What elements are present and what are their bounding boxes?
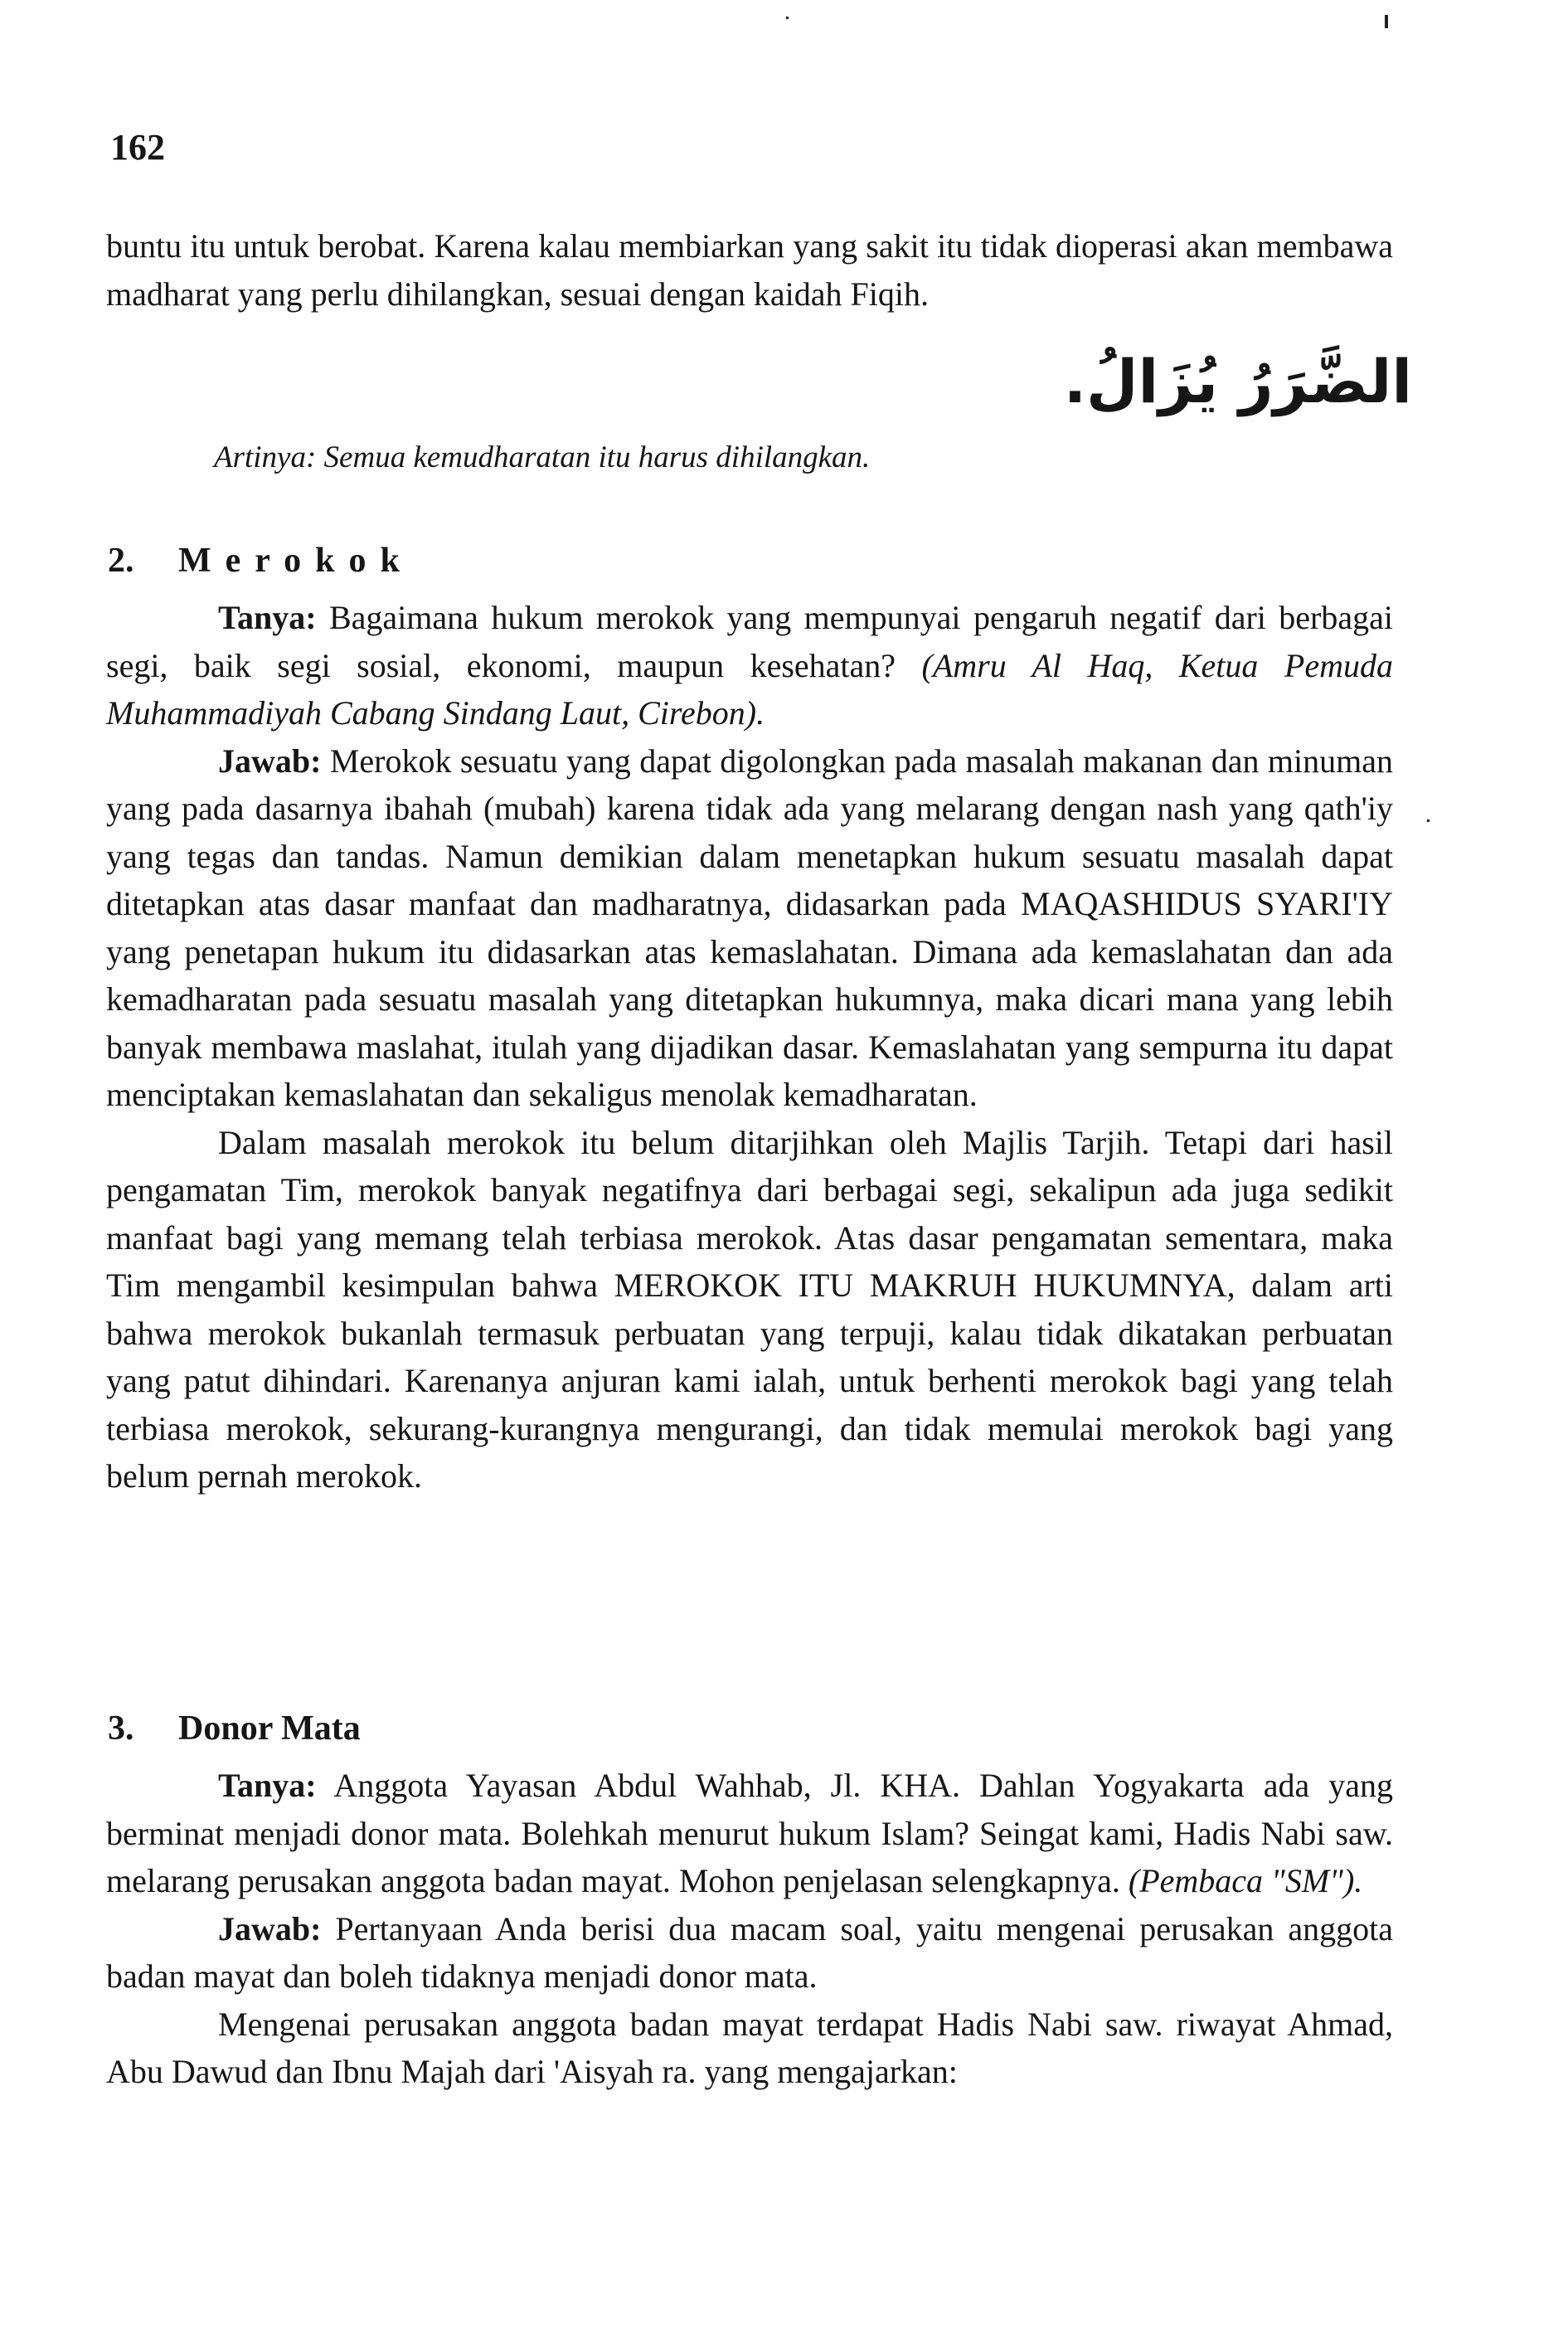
question-source: (Amru Al Haq, Ketua Pemuda Muhammadiyah Cabang Sindang Laut, Cirebon). — [106, 646, 1393, 732]
answer-text: Merokok sesuatu yang dapat digolongkan pada masalah makanan dan minuman yang pada dasarnya ibahah (mubah) karena tidak ada yang melarang dengan nash yang qath'iy yang tegas dan tandas. Namun demikian dalam menetapkan hukum sesuatu masalah dapat ditetapkan atas dasar manfaat dan madharatnya, didasarkan pada MAQASHIDUS SYARI'IY yang penetapan hukum itu didasarkan atas kemaslahatan. Dimana ada kemaslahatan dan ada kemadharatan pada sesuatu masalah yang ditetapkan hukumnya, maka dicari mana yang lebih banyak membawa maslahat, itulah yang dijadikan dasar. Kemaslahatan yang sempurna itu dapat menciptakan kemaslahatan dan sekaligus menolak kemadharatan. — [106, 741, 1393, 1113]
question-source: (Pembaca "SM"). — [1128, 1862, 1363, 1899]
section-body-donor-mata — [106, 1762, 1393, 2096]
body-paragraph: Mengenai perusakan anggota badan mayat terdapat Hadis Nabi saw. riwayat Ahmad, Abu Dawud dan Ibnu Majah dari 'Aisyah ra. yang mengajarkan: — [106, 2005, 1393, 2090]
section-number: 2. — [108, 542, 134, 580]
scan-speck — [1385, 15, 1388, 28]
answer-text: Pertanyaan Anda berisi dua macam soal, yaitu mengenai perusakan anggota badan mayat dan boleh tidaknya menjadi donor mata. — [106, 1909, 1393, 1995]
question-paragraph — [106, 594, 1393, 737]
question-label: Tanya: — [218, 599, 317, 636]
arabic-maxim: الضَّرَرُ يُزَالُ. — [1063, 347, 1412, 416]
question-text: Anggota Yayasan Abdul Wahhab, Jl. KHA. Dahlan Yogyakarta ada yang berminat menjadi donor mata. Bolehkah menurut hukum Islam? Seingat kami, Hadis Nabi saw. melarang perusakan anggota badan mayat. Mohon penjelasan selengkapnya. — [106, 1767, 1393, 1899]
question-label: Tanya: — [218, 1767, 317, 1804]
section-heading-merokok — [108, 541, 414, 581]
question-paragraph — [106, 1762, 1393, 1905]
section-title: Merokok — [178, 542, 414, 580]
scan-speck — [786, 17, 789, 19]
section-body-merokok — [106, 594, 1393, 1500]
scan-speck — [1427, 819, 1430, 822]
section-number: 3. — [108, 1709, 134, 1748]
question-text: Bagaimana hukum merokok yang mempunyai pengaruh negatif dari berbagai segi, baik segi sosial, ekonomi, maupun kesehatan? — [106, 599, 1393, 684]
section-title: Donor Mata — [178, 1709, 361, 1748]
answer-label: Jawab: — [218, 741, 322, 780]
answer-label: Jawab: — [218, 1909, 322, 1947]
body-paragraph: Dalam masalah merokok itu belum ditarjihkan oleh Majlis Tarjih. Tetapi dari hasil pengamatan Tim, merokok banyak negatifnya dari berbagai segi, sekalipun ada juga sedikit manfaat bagi yang memang telah terbiasa merokok. Atas dasar pengamatan sementara, maka Tim mengambil kesimpulan bahwa MEROKOK ITU MAKRUH HUKUMNYA, dalam arti bahwa merokok bukanlah termasuk perbuatan yang terpuji, kalau tidak dikatakan perbuatan yang patut dihindari. Karenanya anjuran kami ialah, untuk berhenti merokok bagi yang telah terbiasa merokok, sekurang-kurangnya mengurangi, dan tidak memulai merokok bagi yang belum pernah merokok. — [106, 1123, 1393, 1495]
answer-paragraph — [106, 737, 1393, 1119]
section-heading-donor-mata — [108, 1709, 361, 1748]
maxim-translation: Artinya: Semua kemudharatan itu harus dihilangkan. — [214, 440, 871, 474]
continuation-paragraph: buntu itu untuk berobat. Karena kalau membiarkan yang sakit itu tidak dioperasi akan membawa madharat yang perlu dihilangkan, sesuai dengan kaidah Fiqih. — [106, 227, 1393, 313]
page-number: 162 — [110, 127, 165, 168]
answer-paragraph — [106, 1905, 1393, 2001]
